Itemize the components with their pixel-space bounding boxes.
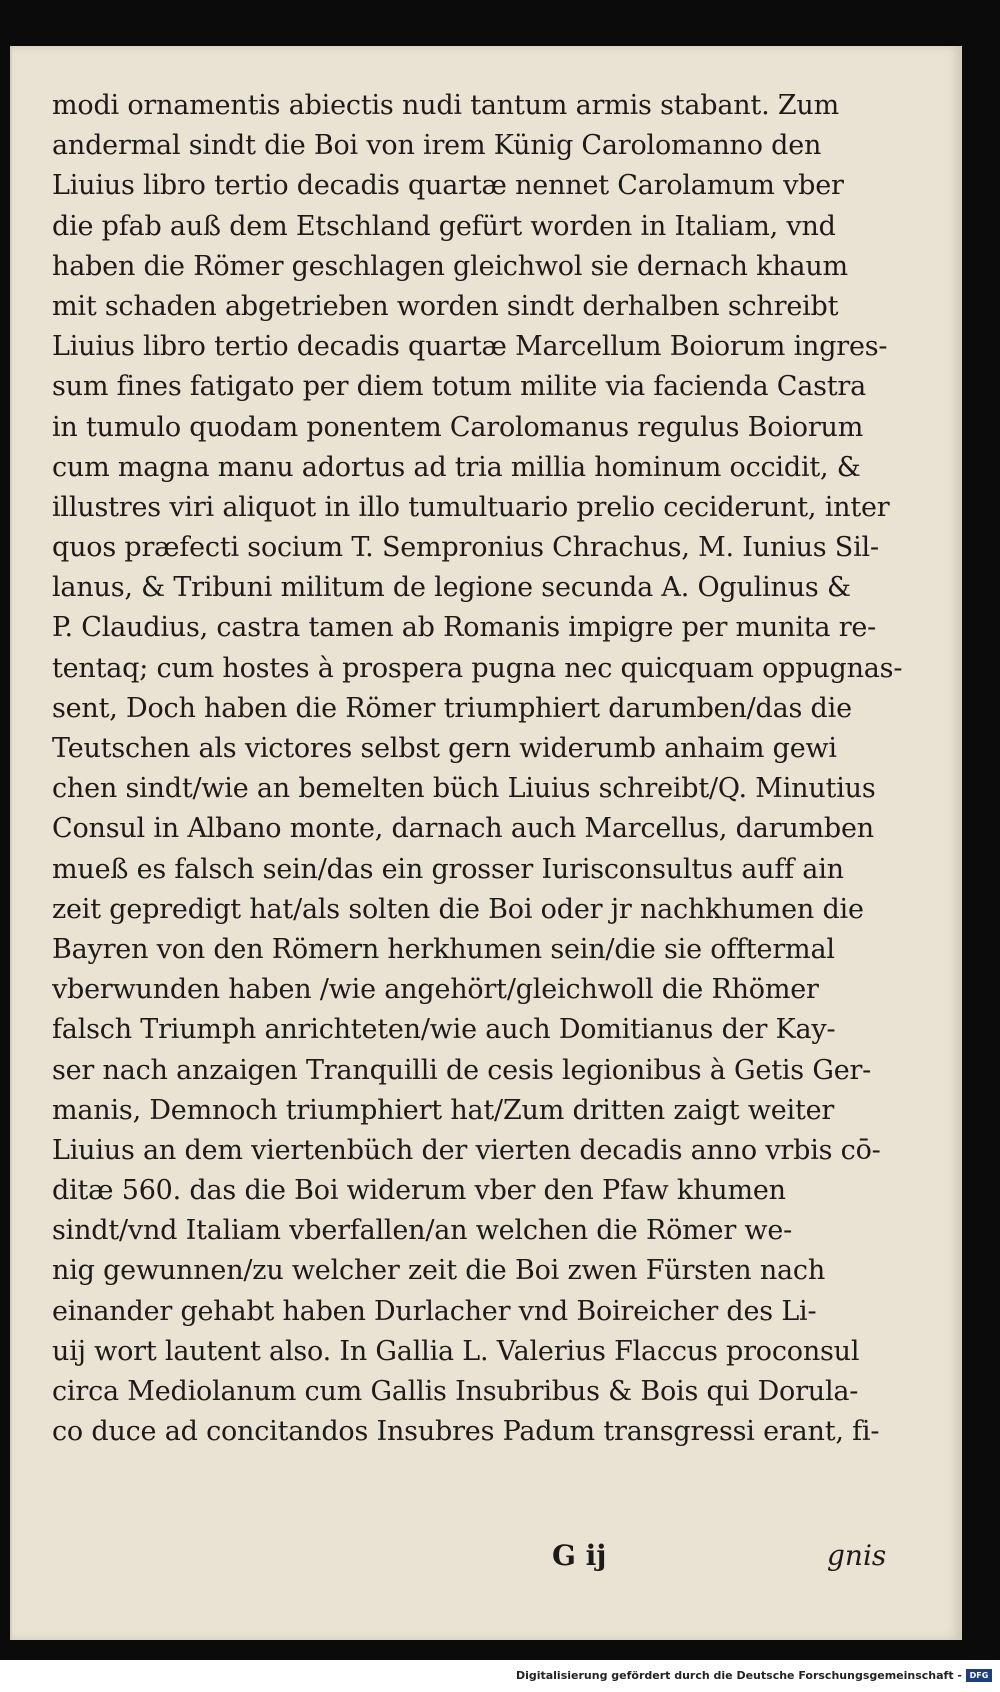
credit-text: Digitalisierung gefördert durch die Deutsche Forschungsgemeinschaft - [515, 1669, 962, 1682]
text-line: ditæ 560. das die Boi widerum vber den Pfaw khumen [52, 1175, 786, 1207]
text-line: P. Claudius, castra tamen ab Romanis impigre per munita re- [52, 612, 877, 644]
catchword: gnis [827, 1539, 887, 1572]
text-line: Teutschen als victores selbst gern widerumb anhaim gewi [52, 733, 837, 764]
signature-mark: G ij [552, 1539, 607, 1572]
text-line: lanus, & Tribuni militum de legione secunda A. Ogulinus & [52, 572, 851, 604]
text-line: circa Mediolanum cum Gallis Insubribus & Bois qui Dorula- [52, 1376, 859, 1407]
digitization-credit [516, 1669, 992, 1682]
text-line: Liuius libro tertio decadis quartæ nennet Carolamum vber [52, 170, 844, 202]
text-line: vberwunden haben /wie angehört/gleichwoll die Rhömer [52, 974, 819, 1006]
text-line: falsch Triumph anrichteten/wie auch Domitianus der Kay- [52, 1014, 836, 1046]
text-line: Consul in Albano monte, darnach auch Marcellus, darumben [52, 813, 874, 845]
text-line: Bayren von den Römern herkhumen sein/die sie offtermal [52, 933, 835, 965]
text-line: haben die Römer geschlagen gleichwol sie dernach khaum [52, 250, 848, 282]
text-line: chen sindt/wie an bemelten büch Liuius schreibt/Q. Minutius [52, 773, 876, 805]
text-line: mueß es falsch sein/das ein grosser Iurisconsultus auff ain [52, 853, 844, 885]
text-line: co duce ad concitandos Insubres Padum transgressi erant, fi- [52, 1416, 880, 1448]
text-line: Liuius an dem viertenbüch der vierten decadis anno vrbis cō- [52, 1134, 881, 1166]
text-line: cum magna manu adortus ad tria millia hominum occidit, & [52, 451, 861, 483]
text-line: einander gehabt haben Durlacher vnd Boireicher des Li- [52, 1295, 817, 1327]
page-text [52, 86, 932, 1452]
text-line: sindt/vnd Italiam vberfallen/an welchen die Römer we- [52, 1215, 793, 1247]
text-line: mit schaden abgetrieben worden sindt derhalben schreibt [52, 290, 839, 322]
text-line: nig gewunnen/zu welcher zeit die Boi zwen Fürsten nach [52, 1255, 826, 1287]
text-line: zeit gepredigt hat/als solten die Boi oder jr nachkhumen die [52, 893, 864, 925]
text-line: andermal sindt die Boi von irem Künig Carolomanno den [52, 130, 822, 162]
text-line: quos præfecti socium T. Sempronius Chrachus, M. Iunius Sil- [52, 532, 879, 564]
text-line: die pfab auß dem Etschland gefürt worden in Italiam, vnd [52, 210, 836, 242]
text-line: sum fines fatigato per diem totum milite via facienda Castra [52, 371, 867, 403]
text-line: in tumulo quodam ponentem Carolomanus regulus Boiorum [52, 411, 864, 443]
text-line: uij wort lautent also. In Gallia L. Valerius Flaccus proconsul [52, 1335, 860, 1367]
book-page [10, 46, 962, 1640]
text-line: manis, Demnoch triumphiert hat/Zum dritten zaigt weiter [52, 1094, 835, 1126]
text-line: sent, Doch haben die Römer triumphiert darumben/das die [52, 692, 852, 724]
dfg-logo-icon: DFG [966, 1669, 992, 1682]
text-line: modi ornamentis abiectis nudi tantum armis stabant. Zum [52, 90, 840, 121]
text-line: ser nach anzaigen Tranquilli de cesis legionibus à Getis Ger- [52, 1054, 872, 1086]
text-line: Liuius libro tertio decadis quartæ Marcellum Boiorum ingres- [52, 331, 888, 363]
text-line: illustres viri aliquot in illo tumultuario prelio ceciderunt, inter [52, 491, 890, 523]
text-line: tentaq; cum hostes à prospera pugna nec quicquam oppugnas- [52, 652, 903, 684]
